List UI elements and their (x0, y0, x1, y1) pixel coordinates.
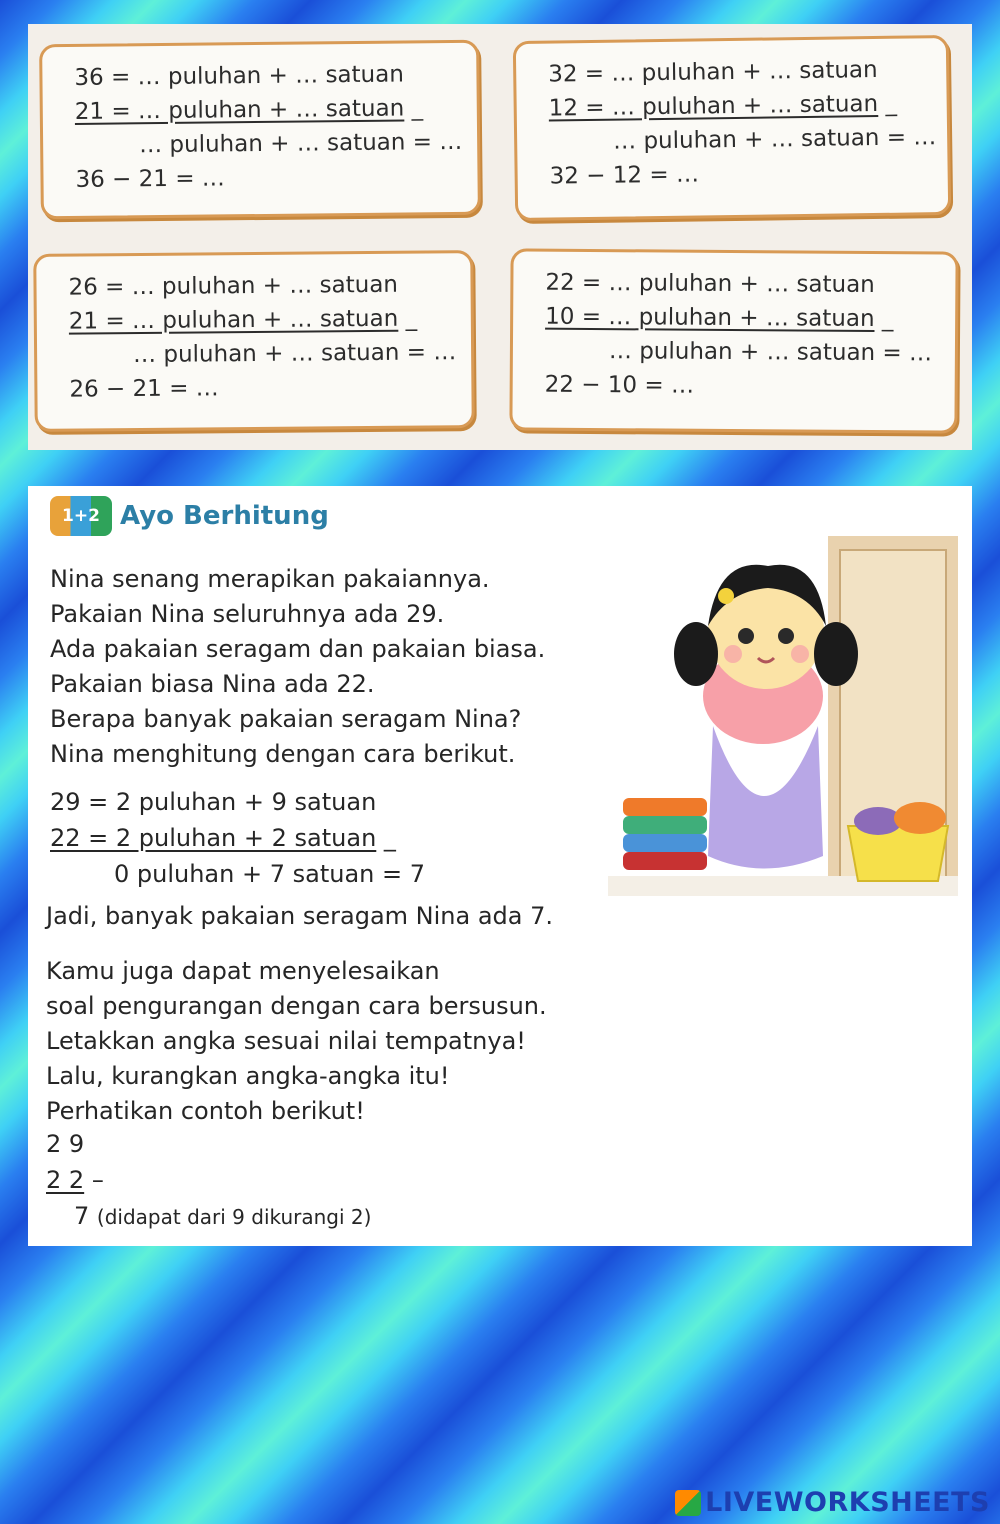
instructions-text (46, 954, 606, 1129)
card-line-underlined: 10 = … puluhan + … satuan (545, 303, 875, 332)
left-cheek (724, 645, 742, 663)
column-top: 2 9 (46, 1130, 85, 1158)
liveworksheets-logo (675, 1487, 990, 1518)
card-result-line: … puluhan + … satuan = … (139, 128, 463, 159)
card-equation: 26 − 21 = … (69, 375, 219, 403)
folded-clothes-red (623, 852, 707, 870)
instruction-line: Letakkan angka sesuai nilai tempatnya! (46, 1027, 526, 1055)
card-result-line: … puluhan + … satuan = … (612, 124, 937, 155)
example-calculation (50, 784, 425, 892)
section-heading (50, 496, 329, 536)
lesson-panel (28, 486, 972, 1246)
calc-result: 0 puluhan + 7 satuan = 7 (114, 860, 426, 888)
card-line: 36 = … puluhan + … satuan (74, 61, 404, 91)
minus-sign: _ (405, 305, 418, 332)
conclusion-text: Jadi, banyak pakaian seragam Nina ada 7. (46, 902, 554, 930)
hair-flower (718, 588, 734, 604)
right-pigtail (814, 622, 858, 686)
basket-clothes-orange (894, 802, 946, 834)
exercise-card-2 (513, 35, 951, 221)
card-line-underlined: 12 = … puluhan + … satuan (548, 90, 879, 122)
instruction-line: soal pengurangan dengan cara bersusun. (46, 992, 547, 1020)
right-eye (778, 628, 794, 644)
exercise-panel (28, 24, 972, 450)
minus-sign: – (91, 1166, 104, 1194)
card-equation: 36 − 21 = … (75, 165, 225, 193)
exercise-card-4 (509, 248, 958, 433)
calc-line: 29 = 2 puluhan + 9 satuan (50, 788, 377, 816)
card-line: 26 = … puluhan + … satuan (68, 271, 399, 301)
story-line: Pakaian Nina seluruhnya ada 29. (50, 600, 445, 628)
story-line: Ada pakaian seragam dan pakaian biasa. (50, 635, 546, 663)
column-result: 7 (74, 1202, 90, 1230)
brand-badge-icon (675, 1490, 701, 1516)
left-eye (738, 628, 754, 644)
story-line: Pakaian biasa Nina ada 22. (50, 670, 375, 698)
column-note: (didapat dari 9 dikurangi 2) (96, 1205, 372, 1229)
card-result-line: … puluhan + … satuan = … (608, 338, 933, 367)
story-text (50, 562, 610, 772)
section-title: Ayo Berhitung (120, 501, 329, 531)
girl-folding-clothes-illustration (608, 536, 958, 896)
card-equation: 22 − 10 = … (544, 371, 695, 399)
minus-sign: _ (885, 90, 898, 117)
card-line: 22 = … puluhan + … satuan (545, 269, 875, 298)
laundry-basket (848, 826, 948, 881)
story-line: Berapa banyak pakaian seragam Nina? (50, 705, 522, 733)
card-result-line: … puluhan + … satuan = … (133, 339, 457, 369)
minus-sign: _ (383, 824, 396, 852)
instruction-line: Perhatikan contoh berikut! (46, 1097, 365, 1125)
story-line: Nina senang merapikan pakaiannya. (50, 565, 490, 593)
exercise-card-1 (39, 40, 481, 220)
minus-sign: _ (881, 306, 894, 333)
minus-sign: _ (411, 95, 424, 122)
column-subtraction (46, 1126, 371, 1235)
folded-clothes-blue (623, 834, 707, 852)
pants (708, 726, 823, 869)
math-logo-icon: 1+2 (50, 496, 112, 536)
card-equation: 32 − 12 = … (549, 161, 700, 190)
column-bottom: 2 2 (46, 1166, 85, 1194)
right-cheek (791, 645, 809, 663)
card-line-underlined: 21 = … puluhan + … satuan (74, 95, 405, 125)
calc-line-underlined: 22 = 2 puluhan + 2 satuan (50, 824, 377, 852)
instruction-line: Lalu, kurangkan angka-angka itu! (46, 1062, 450, 1090)
card-line: 32 = … puluhan + … satuan (548, 56, 878, 88)
folded-clothes-green (623, 816, 707, 834)
left-pigtail (674, 622, 718, 686)
story-line: Nina menghitung dengan cara berikut. (50, 740, 516, 768)
exercise-card-3 (33, 250, 475, 432)
instruction-line: Kamu juga dapat menyelesaikan (46, 957, 440, 985)
brand-text: LIVEWORKSHEETS (705, 1487, 990, 1518)
card-line-underlined: 21 = … puluhan + … satuan (68, 305, 399, 335)
folded-clothes-orange (623, 798, 707, 816)
